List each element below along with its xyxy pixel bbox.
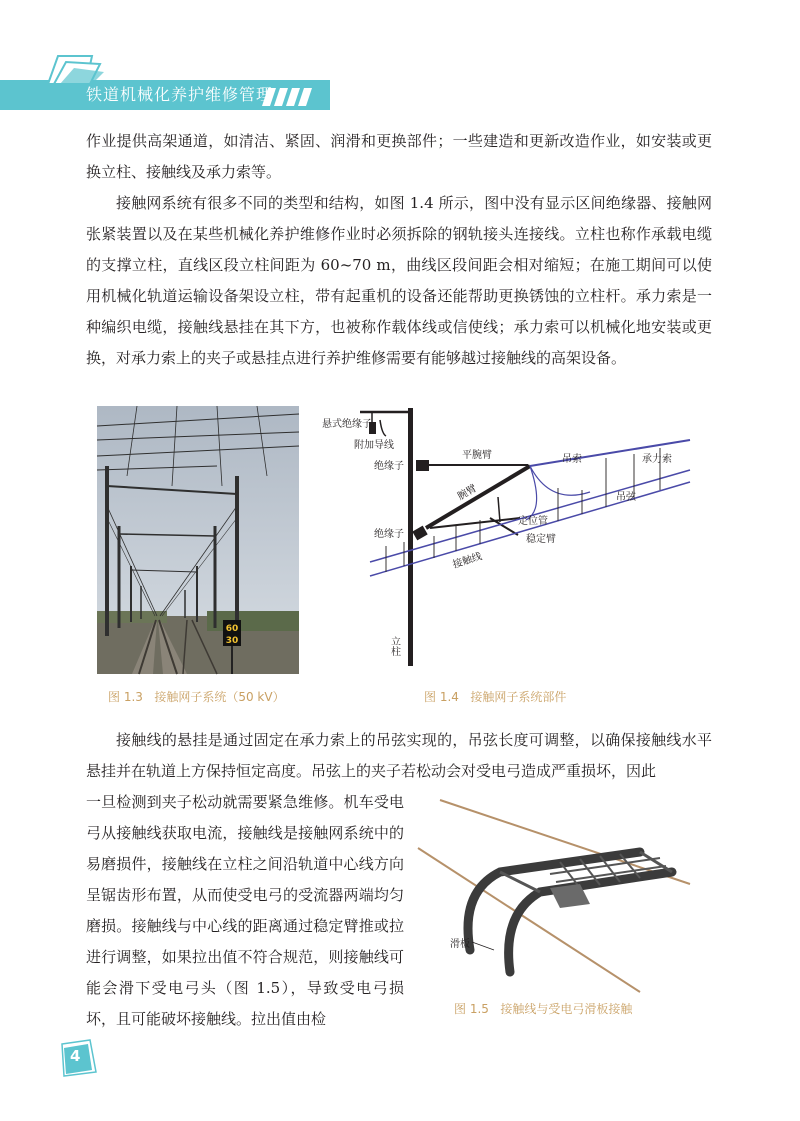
page-number-badge xyxy=(60,1038,100,1078)
page-header xyxy=(0,0,800,115)
figure-1-3-photo xyxy=(97,406,299,674)
speed-sign-top: 60 xyxy=(225,624,239,634)
paragraph-1: 作业提供高架通道，如清洁、紧固、润滑和更换部件；一些建造和更新改造作业，如安装或更换立柱、接触线及承力索等。 xyxy=(86,132,712,181)
paragraph-4: 一旦检测到夹子松动就需要紧急维修。机车受电弓从接触线获取电流，接触线是接触网系统中的易磨损件，接触线在立柱之间沿轨道中心线方向呈锯齿形布置，从而使受电弓的受流器两端均匀磨损。接触线与中心线的距离通过稳定臂推或拉进行调整，如果拉出值不符合规范，则接触线可能会滑下受电弓头（图 1.5），导致受电弓损坏，且可能破坏接触线。拉出值由检 xyxy=(86,793,404,1028)
figure-1-4-diagram xyxy=(322,400,700,675)
figure-1-5-pantograph xyxy=(410,792,700,1002)
paragraph-2: 接触网系统有很多不同的类型和结构，如图 1.4 所示，图中没有显示区间绝缘器、接触网张紧装置以及在某些机械化养护维修作业时必须拆除的钢轨接头连接线。立柱也称作承载电缆的支撑立柱，直线区段立柱间距为 60~70 m，曲线区段间距会相对缩短；在施工期间可以使用机械化轨道运输设备架设立柱，带有起重机的设备还能帮助更换锈蚀的立柱杆。承力索是一种编织电缆，接触线悬挂在其下方，也被称作载体线或信使线；承力索可以机械化地安装或更换，对承力索上的夹子或悬挂点进行养护维修需要有能够越过接触线的高架设备。 xyxy=(86,194,712,367)
figure-1-4-caption: 图 1.4 接触网子系统部件 xyxy=(424,690,567,704)
label-insulator-bottom: 绝缘子 xyxy=(374,529,404,540)
header-title: 铁道机械化养护维修管理 xyxy=(86,85,274,104)
figure-1-5-caption: 图 1.5 接触线与受电弓滑板接触 xyxy=(454,1002,633,1016)
figure-1-3-caption: 图 1.3 接触网子系统（50 kV） xyxy=(108,690,285,704)
label-suspension-insulator: 悬式绝缘子 xyxy=(322,419,372,430)
label-locating-tube: 定位管 xyxy=(518,516,548,527)
label-cantilever: 腕臂 xyxy=(456,483,479,503)
paragraph-3: 接触线的悬挂是通过固定在承力索上的吊弦实现的，吊弦长度可调整，以确保接触线水平悬挂并在轨道上方保持恒定高度。吊弦上的夹子若松动会对受电弓造成严重损坏，因此 xyxy=(86,731,712,780)
label-insulator-top: 绝缘子 xyxy=(374,461,404,472)
page-number: 4 xyxy=(70,1047,81,1065)
label-dropper-cable: 吊索 xyxy=(562,454,582,465)
speed-sign-bottom: 30 xyxy=(225,636,239,646)
label-aux-wire: 附加导线 xyxy=(354,440,394,451)
label-horizontal-arm: 平腕臂 xyxy=(462,450,492,461)
label-steady-arm: 稳定臂 xyxy=(526,534,556,545)
label-contact-wire: 接触线 xyxy=(451,551,484,571)
label-mast: 立柱 xyxy=(388,636,400,656)
label-dropper: 吊弦 xyxy=(616,492,636,503)
label-messenger: 承力索 xyxy=(642,454,672,465)
label-strip: 滑板 xyxy=(450,939,470,950)
